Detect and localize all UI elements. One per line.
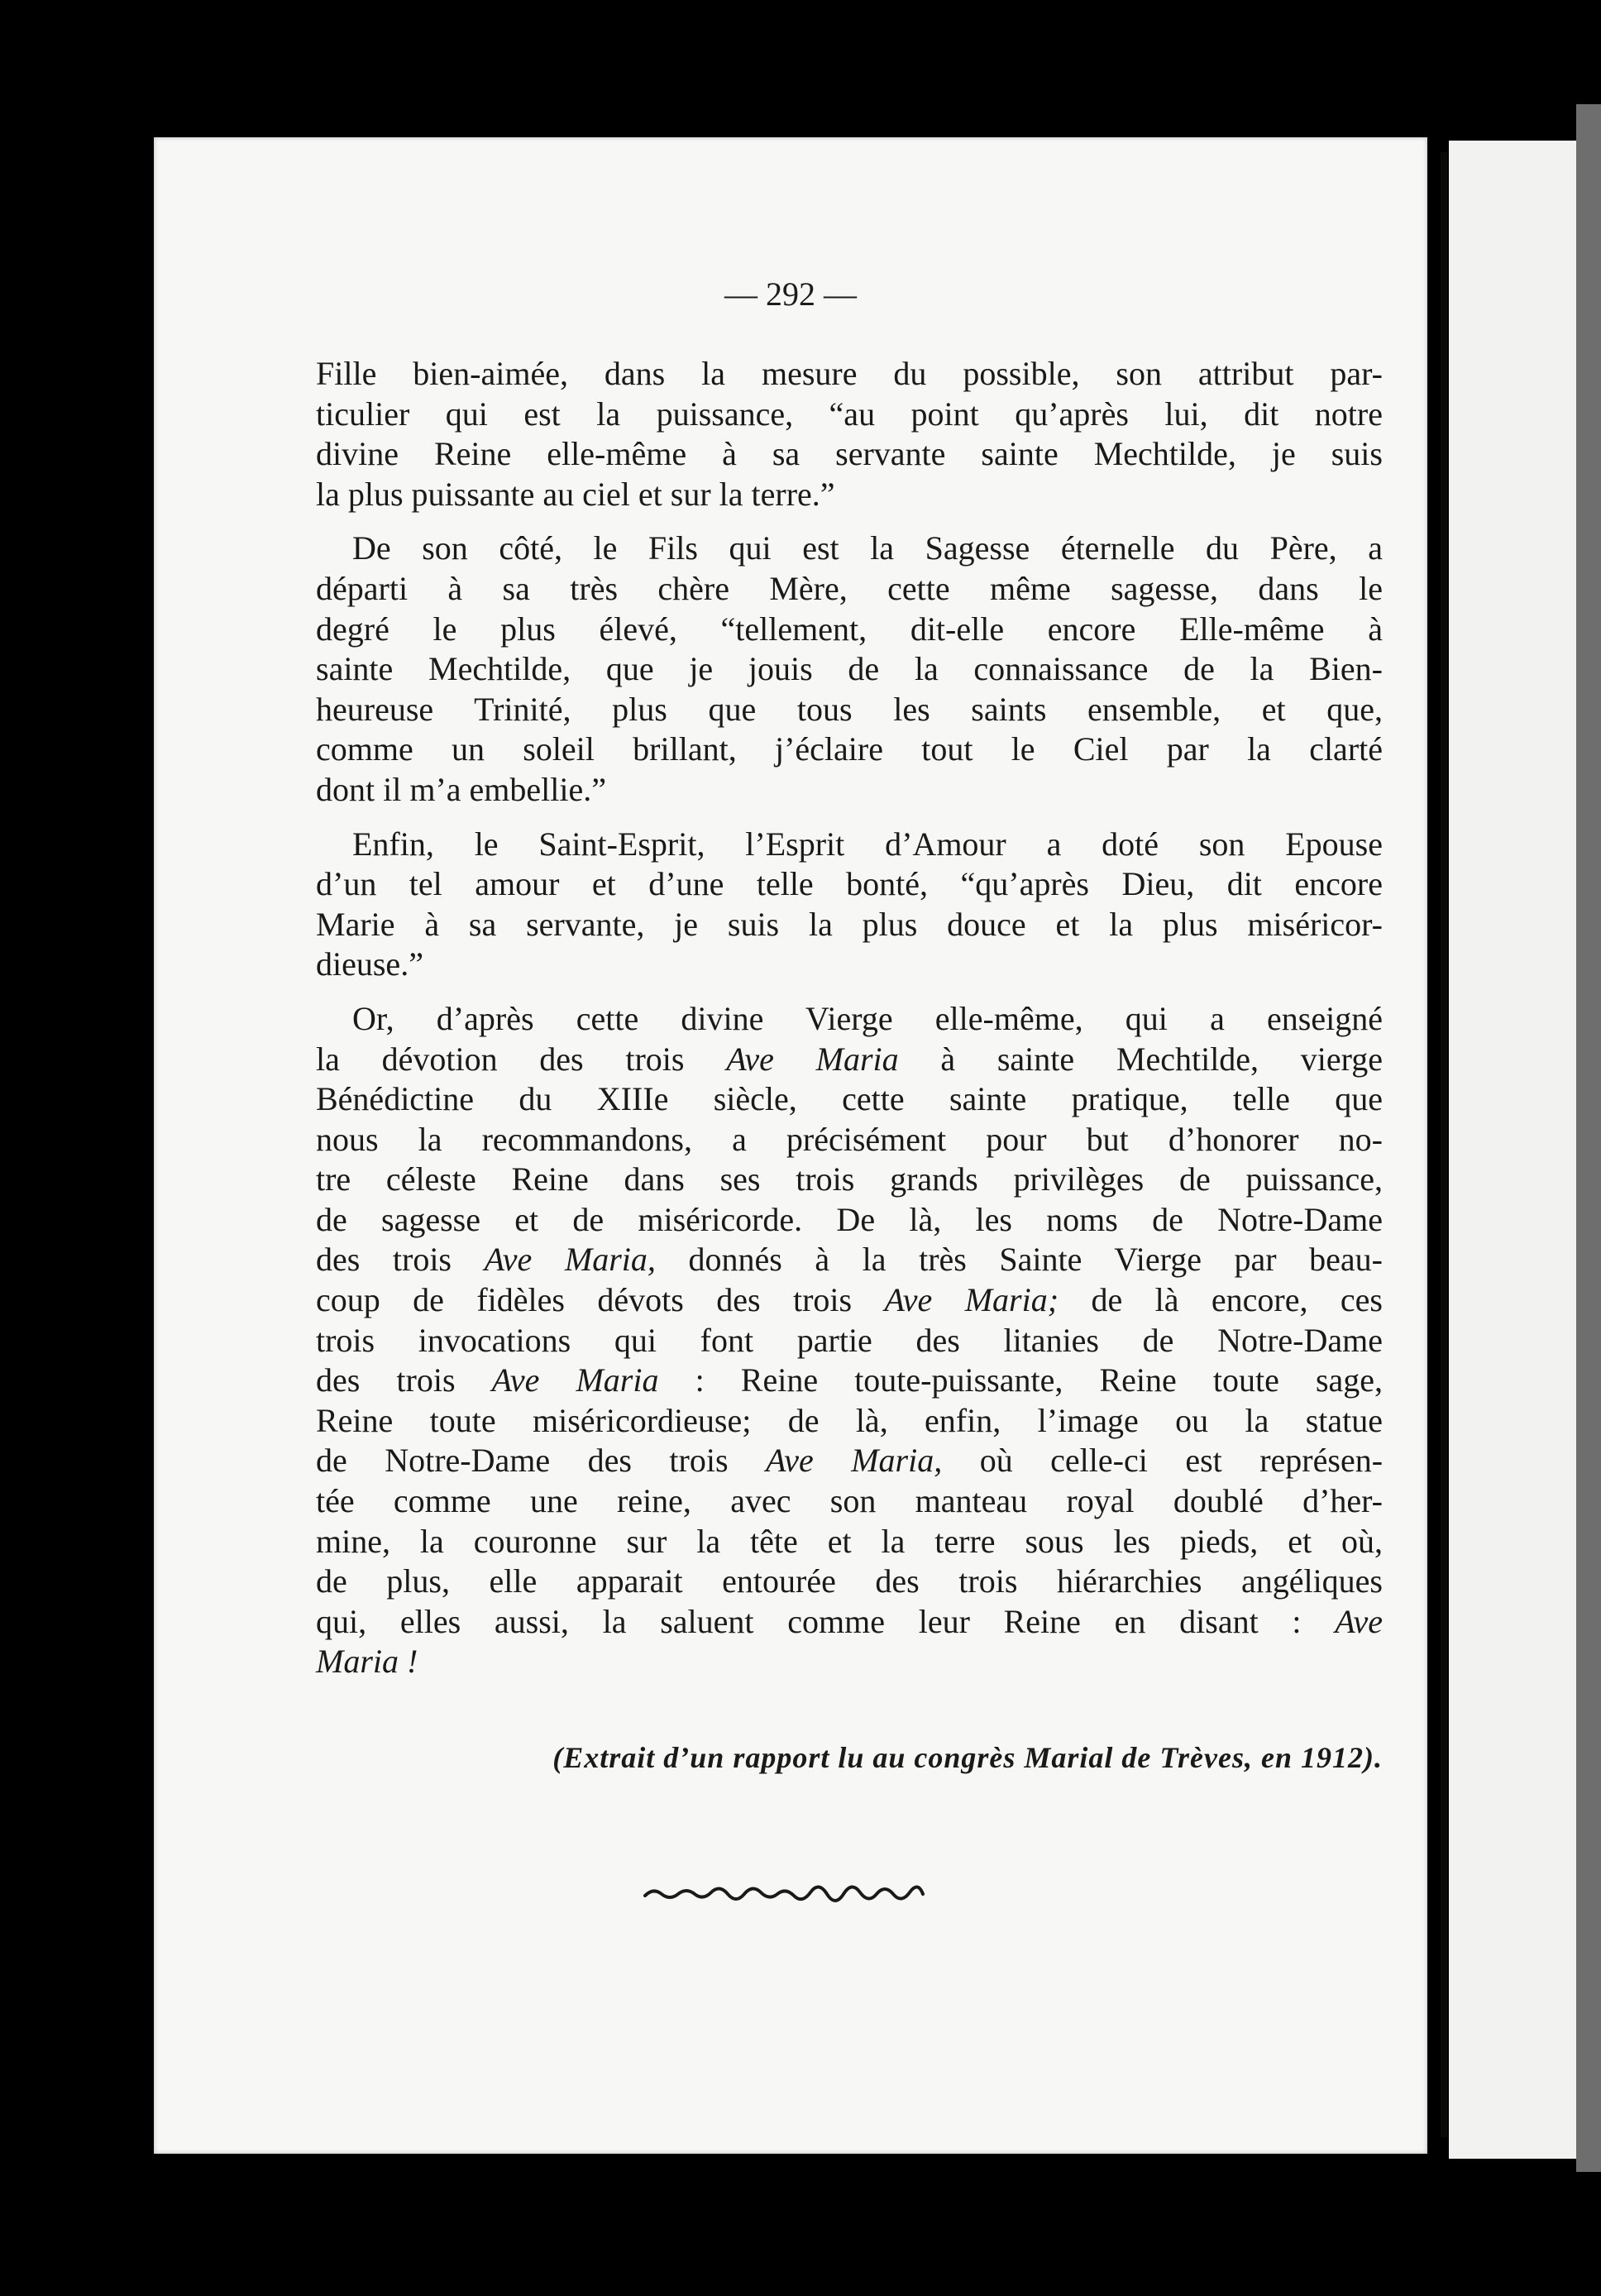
text-line: de sagesse et de miséricorde. De là, les noms de Notre-Dame xyxy=(316,1200,1383,1238)
text-line: dont il m’a embellie.” xyxy=(316,770,606,808)
source-citation: (Extrait d’un rapport lu au congrès Marial de Trèves, en 1912). xyxy=(552,1741,1383,1774)
text-line: tée comme une reine, avec son manteau royal doublé d’her- xyxy=(316,1482,1383,1520)
text-line: d’un tel amour et d’une telle bonté, “qu’après Dieu, dit encore xyxy=(316,865,1383,903)
text-line: Or, d’après cette divine Vierge elle-même, qui a enseigné xyxy=(352,999,1383,1037)
page-gutter xyxy=(1441,152,1447,2137)
italic-text: Ave Maria xyxy=(726,1040,899,1078)
tail-ornament xyxy=(643,1882,925,1907)
text-line: des trois Ave Maria : Reine toute-puissante, Reine toute sage, xyxy=(316,1361,1384,1399)
italic-text: Ave xyxy=(1335,1602,1383,1640)
text-line: Fille bien-aimée, dans la mesure du possible, son attribut par- xyxy=(316,355,1383,392)
text-line: tre céleste Reine dans ses trois grands privilèges de puissance, xyxy=(316,1160,1383,1198)
paragraph-3 xyxy=(316,825,1383,985)
italic-text: Ave Maria, xyxy=(766,1442,943,1480)
text-line: De son côté, le Fils qui est la Sagesse éternelle du Père, a xyxy=(352,529,1383,567)
book-page xyxy=(154,137,1427,2154)
text-line: qui, elles aussi, la saluent comme leur Reine en disant : Ave xyxy=(316,1602,1383,1640)
text-line: comme un soleil brillant, j’éclaire tout le Ciel par la clarté xyxy=(316,730,1383,768)
text-line: de plus, elle apparait entourée des trois hiérarchies angéliques xyxy=(316,1562,1383,1600)
page-number: — 292 — xyxy=(724,275,857,313)
italic-text: Ave Maria; xyxy=(884,1281,1059,1319)
text-line: Marie à sa servante, je suis la plus douce et la plus miséricor- xyxy=(316,905,1383,943)
text-line: divine Reine elle-même à sa servante sainte Mechtilde, je suis xyxy=(316,435,1383,473)
text-line: Reine toute miséricordieuse; de là, enfin, l’image ou la statue xyxy=(316,1401,1383,1439)
body-text xyxy=(316,354,1383,1696)
paragraph-4 xyxy=(316,999,1383,1682)
text-line: degré le plus élevé, “tellement, dit-elle encore Elle-même à xyxy=(316,610,1383,648)
text-line: départi à sa très chère Mère, cette même sagesse, dans le xyxy=(316,569,1383,607)
italic-text: Maria ! xyxy=(316,1643,418,1681)
text-line: mine, la couronne sur la tête et la terre sous les pieds, et où, xyxy=(316,1522,1383,1560)
text-line: la plus puissante au ciel et sur la terre.” xyxy=(316,475,835,513)
text-line: heureuse Trinité, plus que tous les saints ensemble, et que, xyxy=(316,690,1383,728)
text-line: sainte Mechtilde, que je jouis de la connaissance de la Bien- xyxy=(316,650,1383,688)
text-line xyxy=(316,1642,1383,1682)
paragraph-1 xyxy=(316,354,1383,514)
italic-text: Ave Maria, xyxy=(484,1241,656,1279)
text-line: Enfin, le Saint-Esprit, l’Esprit d’Amour a doté son Epouse xyxy=(352,825,1383,863)
text-line: la dévotion des trois Ave Maria à sainte Mechtilde, vierge xyxy=(316,1040,1384,1078)
text-line: Bénédictine du XIIIe siècle, cette sainte pratique, telle que xyxy=(316,1080,1383,1118)
paragraph-2 xyxy=(316,529,1383,810)
text-line: des trois Ave Maria, donnés à la très Sainte Vierge par beau- xyxy=(316,1241,1384,1279)
text-line: ticulier qui est la puissance, “au point qu’après lui, dit notre xyxy=(316,395,1383,433)
adjacent-page-edge xyxy=(1576,104,1601,2172)
text-line: de Notre-Dame des trois Ave Maria, où celle-ci est représen- xyxy=(316,1442,1384,1480)
text-line: coup de fidèles dévots des trois Ave Maria; de là encore, ces xyxy=(316,1281,1384,1319)
text-line: nous la recommandons, a précisément pour but d’honorer no- xyxy=(316,1120,1383,1158)
italic-text: Ave Maria xyxy=(491,1361,659,1399)
text-line: trois invocations qui font partie des litanies de Notre-Dame xyxy=(316,1321,1383,1359)
text-line: dieuse.” xyxy=(316,945,423,983)
